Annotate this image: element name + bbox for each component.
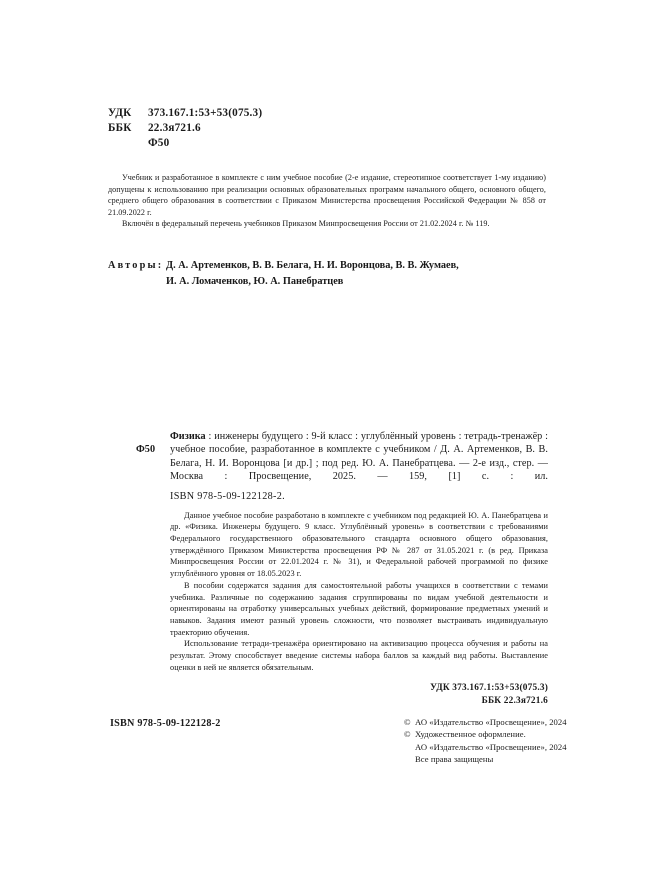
classification-block: [108, 106, 262, 151]
udk-label: УДК: [108, 107, 132, 119]
copyright-line-2: [404, 728, 644, 740]
annotation-paragraph-2: В пособии содержатся задания для самостоятельной работы учащихся в соответствии с темами учебника. Различные по содержанию задания сгруппированы по видам учебной деятельности и ориентированы на отработку универсальных учебных действий, формирование предметных умений и навыков. Задания имеют разный уровень сложности, что позволяет выстраивать индивидуальную траекторию обучения.: [170, 580, 548, 637]
isbn-record: ISBN 978-5-09-122128-2.: [170, 490, 285, 502]
bibliographic-description: [136, 430, 548, 484]
author-mark: Ф50: [148, 137, 170, 149]
classification-bottom: [136, 682, 548, 708]
copyright-text-1: АО «Издательство «Просвещение», 2024: [415, 717, 567, 727]
annotation-paragraph-1: Данное учебное пособие разработано в комплекте с учебником под редакцией Ю. А. Панебратцева и др. «Физика. Инженеры будущего. 9 класс. Углублённый уровень» в соответствии с требованиями Федерального государственного образовательного стандарта основного общего образования, утверждённого Приказом Министерства просвещения РФ № 287 от 31.05.2021 г. (в ред. Приказа Минпросвещения России от 22.01.2024 г. № 31), и Федеральной рабочей программой по физике углублённого уровня от 18.05.2023 г.: [170, 510, 548, 579]
udk-code: 373.167.1:53+53(075.3): [148, 107, 263, 119]
authors-names-1: Д. А. Артеменков, В. В. Белага, Н. И. Воронцова, В. В. Жумаев,: [165, 260, 459, 271]
copyright-line-1: [404, 716, 644, 728]
authors-label: Авторы:: [108, 260, 164, 271]
bbk-label: ББК: [108, 122, 132, 134]
copyright-block: [404, 716, 644, 766]
approval-paragraph-2: Включён в федеральный перечень учебников Приказом Минпросвещения России от 21.02.2024 г. № 119.: [122, 219, 490, 229]
approval-note: [108, 172, 546, 230]
udk-row: [108, 106, 262, 121]
copyright-line-4: Все права защищены: [415, 754, 494, 765]
authors-names-2: И. А. Ломаченков, Ю. А. Панебратцев: [166, 276, 344, 287]
copyright-icon-2: ©: [404, 729, 411, 740]
copyright-text-2: Художественное оформление.: [415, 729, 526, 740]
authors-line-1: [108, 258, 550, 274]
bibliographic-title: Физика: [170, 431, 206, 442]
bbk-row: [108, 121, 262, 136]
bibliographic-block: [136, 430, 548, 708]
copyright-line-3: АО «Издательство «Просвещение», 2024: [415, 741, 567, 752]
bbk-bottom-line: ББК 22.3я721.6: [481, 696, 548, 707]
annotation-paragraph-3: Использование тетради-тренажёра ориентировано на активизацию процесса обучения и работы на результат. Этому способствует введение системы набора баллов за каждый вид работы. Выставление оценки в ней не является обязательным.: [170, 639, 548, 672]
bibliographic-author-mark: Ф50: [136, 444, 156, 456]
authors-block: [108, 258, 550, 290]
copyright-icon: ©: [404, 717, 411, 727]
approval-paragraph-1: Учебник и разработанное в комплекте с ним учебное пособие (2-е издание, стереотипное соответствует 1-му изданию) допущены к использованию при реализации основных образовательных программ начального общего, основного общего, среднего общего образования в соответствии с Приказом Министерства просвещения Российской Федерации № 858 от 21.09.2022 г.: [108, 173, 546, 217]
udk-bottom-line: УДК 373.167.1:53+53(075.3): [430, 683, 548, 694]
bbk-code: 22.3я721.6: [148, 122, 201, 134]
annotation-block: [136, 510, 548, 674]
bibliographic-statement: : инженеры будущего : 9-й класс : углублённый уровень : тетрадь-тренажёр : учебное пособие, разработанное в комплекте с учебником / Д. А. Артеменков, В. В. Белага, Н. И. Воронцова [и др.] ; под ред. Ю. А. Панебратцева. — 2-е изд., стер. — Москва : Просвещение, 2025. — 159, [1] с. : ил.: [170, 431, 548, 483]
footer-isbn: ISBN 978-5-09-122128-2: [110, 718, 221, 729]
